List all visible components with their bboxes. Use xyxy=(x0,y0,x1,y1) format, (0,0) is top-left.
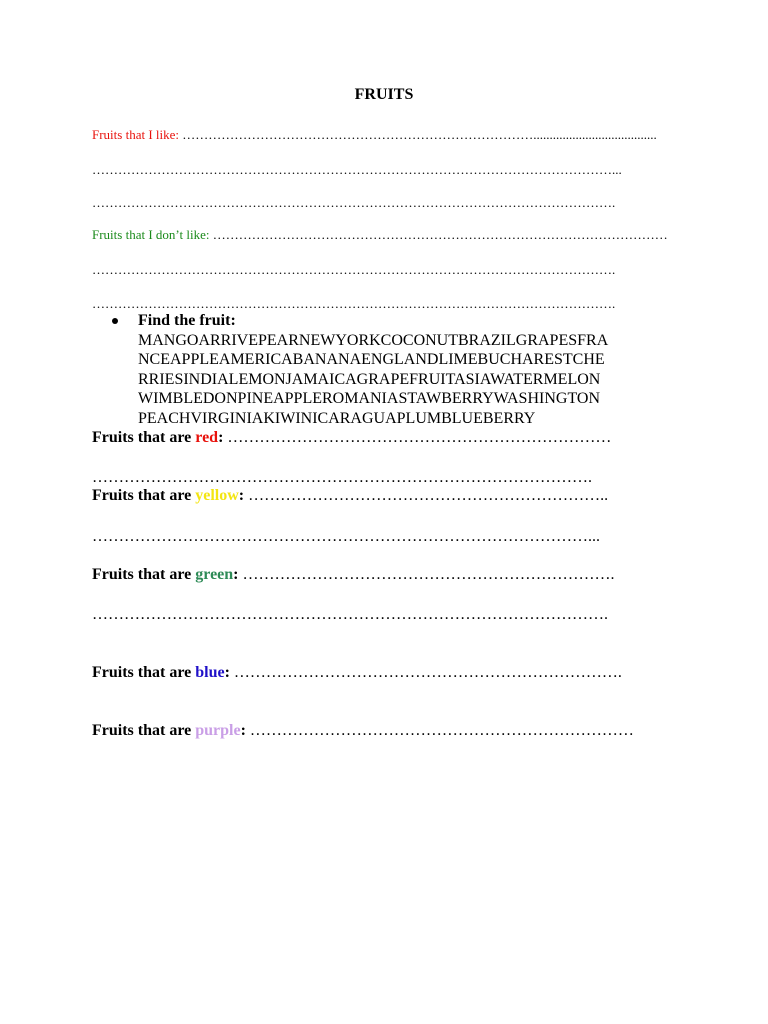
yellow-second-dots: …………………………………………………………………………………... xyxy=(92,528,600,545)
puzzle-line-2: NCEAPPLEAMERICABANANAENGLANDLIMEBUCHARESTCHE xyxy=(138,351,605,369)
green-dots: ……………………………………………………………. xyxy=(242,566,615,583)
yellow-prompt xyxy=(92,487,692,505)
green-prompt xyxy=(92,566,692,584)
like-line-1 xyxy=(92,127,692,143)
yellow-suffix: : xyxy=(238,487,249,504)
dislike-line-1 xyxy=(92,227,692,243)
yellow-second-line xyxy=(92,528,692,546)
purple-prefix: Fruits that are xyxy=(92,722,196,739)
yellow-dots: ………………………………………………………….. xyxy=(248,487,609,504)
puzzle-line-3: RRIESINDIALEMONJAMAICAGRAPEFRUITASIAWATERMELON xyxy=(138,370,601,388)
purple-suffix: : xyxy=(240,722,250,739)
blue-prompt xyxy=(92,664,692,682)
yellow-prefix: Fruits that are xyxy=(92,487,196,504)
blue-suffix: : xyxy=(224,664,234,681)
find-fruit-bullet xyxy=(112,311,672,429)
red-word: red xyxy=(195,429,219,446)
red-second-line xyxy=(92,469,692,487)
purple-word: purple xyxy=(195,722,241,739)
dislike-line-2: …………………………………………………………………………………………………………. xyxy=(92,262,616,277)
purple-dots: ……………………………………………………………… xyxy=(249,722,634,739)
green-prefix: Fruits that are xyxy=(92,566,196,583)
red-prefix: Fruits that are xyxy=(92,429,196,446)
bullet-icon xyxy=(112,318,118,324)
red-suffix: : xyxy=(218,429,228,446)
like-line-2: …………………………………………………………………………………………………………... xyxy=(92,162,622,177)
puzzle-line-4: WIMBLEDONPINEAPPLEROMANIASTAWBERRYWASHINGTON xyxy=(138,390,601,408)
like-label: Fruits that I like: xyxy=(92,127,180,142)
purple-prompt xyxy=(92,722,692,740)
like-line-3: …………………………………………………………………………………………………………. xyxy=(92,195,616,210)
red-dots: ……………………………………………………………… xyxy=(227,429,612,446)
red-prompt xyxy=(92,429,692,447)
red-second-dots: …………………………………………………………………………………. xyxy=(92,469,592,486)
green-suffix: : xyxy=(233,566,243,583)
green-second-dots: ……………………………………………………………………………………. xyxy=(92,606,608,623)
blue-prefix: Fruits that are xyxy=(92,664,196,681)
page-title: FRUITS xyxy=(354,86,414,103)
dislike-line-1-dots: …………………………………………………………………………………………… xyxy=(212,227,668,242)
yellow-word: yellow xyxy=(195,487,239,504)
dislike-line-3: …………………………………………………………………………………………………………. xyxy=(92,296,616,311)
green-word: green xyxy=(195,566,234,583)
puzzle-line-5: PEACHVIRGINIAKIWINICARAGUAPLUMBLUEBERRY xyxy=(138,409,536,427)
blue-word: blue xyxy=(195,664,225,681)
puzzle-line-1: MANGOARRIVEPEARNEWYORKCOCONUTBRAZILGRAPESFRA xyxy=(138,331,609,349)
like-line-1-dots: ………………………………………………………………………...................................... xyxy=(182,127,657,142)
dislike-label: Fruits that I don’t like: xyxy=(92,227,210,242)
green-second-line xyxy=(92,606,692,624)
blue-dots: ………………………………………………………………. xyxy=(233,664,622,681)
find-fruit-label: Find the fruit: xyxy=(138,312,236,329)
